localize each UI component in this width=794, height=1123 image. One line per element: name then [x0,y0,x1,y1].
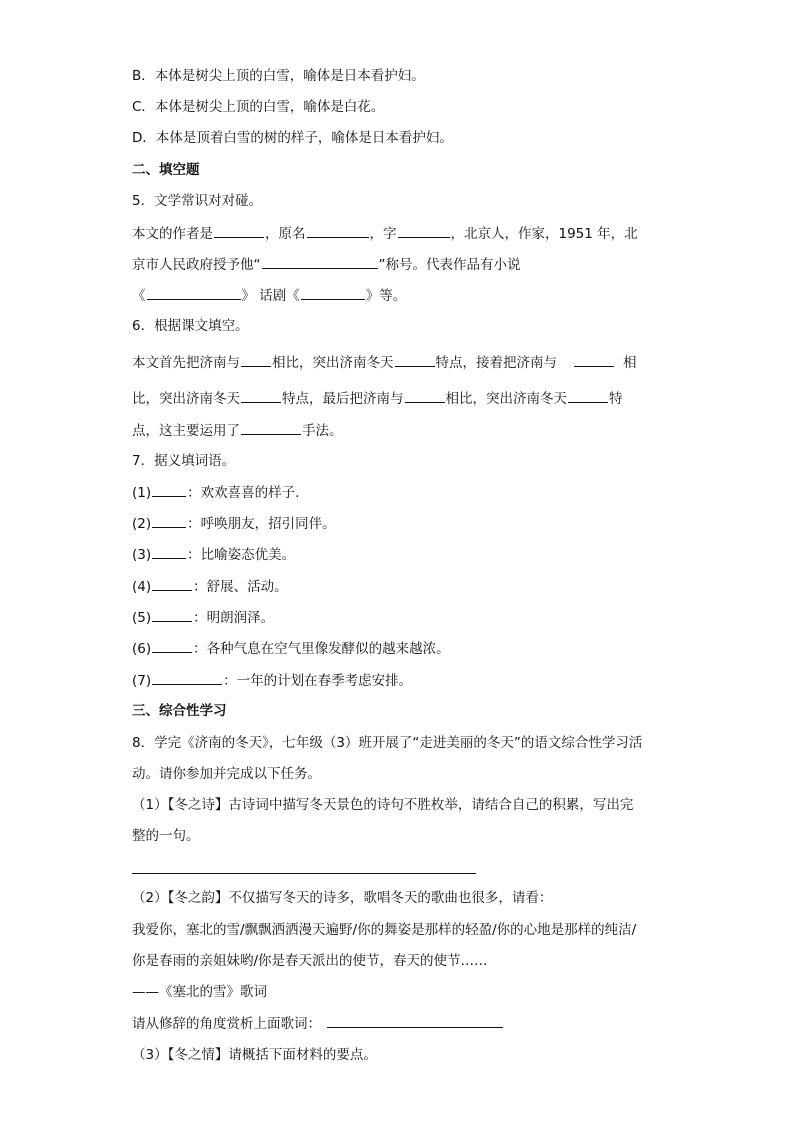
q7-item: (3) ：比喻姿态优美。 [132,544,295,565]
q5-line-3: 《 》 话剧《 》等。 [132,285,406,306]
q8-task-3: （3）【冬之情】请概括下面材料的要点。 [132,1047,377,1063]
answer-blank[interactable] [152,513,186,528]
section-2-title: 二、填空题 [132,162,200,178]
q6-line-1: 本文首先把济南与 相比，突出济南冬天 特点，接着把济南与 相 [132,352,637,373]
answer-blank[interactable] [214,223,264,238]
answer-blank[interactable] [405,388,445,403]
option-b: B．本体是树尖上顶的白雪，喻体是日本看护妇。 [132,68,425,84]
q8-task-1b: 整的一句。 [132,828,200,844]
answer-blank[interactable] [152,607,192,622]
q7-item: (5) ：明朗润泽。 [132,607,274,628]
q5-title: 5．文学常识对对碰。 [132,193,263,209]
q7-item: (1) ：欢欢喜喜的样子. [132,482,299,503]
answer-blank[interactable] [568,388,608,403]
answer-blank[interactable] [307,223,369,238]
q7-item: (2) ：呼唤朋友，招引同伴。 [132,513,336,534]
answer-blank[interactable] [241,388,281,403]
answer-blank[interactable] [262,254,378,269]
section-3-title: 三、综合性学习 [132,703,227,719]
q8-stem-1: 8．学完《济南的冬天》，七年级（3）班开展了“走进美丽的冬天”的语文综合性学习活 [132,735,643,751]
q7-item: (4) ：舒展、活动。 [132,576,288,597]
q6-line-2: 比，突出济南冬天 特点，最后把济南与 相比，突出济南冬天 特 [132,388,623,409]
q7-item: (7) ：一年的计划在春季考虑安排。 [132,670,412,691]
option-d: D．本体是顶着白雪的树的样子，喻体是日本看护妇。 [132,130,453,146]
lyric-line-2: 你是春雨的亲姐妹哟/你是春天派出的使节，春天的使节…… [132,953,488,969]
answer-line[interactable] [132,873,476,874]
answer-blank[interactable] [241,420,301,435]
answer-blank[interactable] [147,285,241,300]
answer-line[interactable] [327,1013,503,1028]
answer-blank[interactable] [301,285,365,300]
lyric-line-1: 我爱你，塞北的雪/飘飘洒洒漫天遍野/你的舞姿是那样的轻盈/你的心地是那样的纯洁/ [132,922,637,938]
q7-title: 7．据义填词语。 [132,453,236,469]
answer-blank[interactable] [152,576,192,591]
q7-item: (6) ：各种气息在空气里像发酵似的越来越浓。 [132,638,450,659]
q8-task-2: （2）【冬之韵】不仅描写冬天的诗多，歌唱冬天的歌曲也很多，请看： [132,890,553,906]
answer-blank[interactable] [152,638,192,653]
option-c: C．本体是树尖上顶的白雪，喻体是白花。 [132,99,385,115]
answer-blank[interactable] [574,352,614,367]
q8-task-1a: （1）【冬之诗】古诗词中描写冬天景色的诗句不胜枚举，请结合自己的积累，写出完 [132,797,634,813]
answer-blank[interactable] [152,670,222,685]
q6-line-3: 点，这主要运用了 手法。 [132,420,343,441]
answer-blank[interactable] [152,544,186,559]
answer-blank[interactable] [398,223,450,238]
q8-appreciation-prompt: 请从修辞的角度赏析上面歌词： [132,1013,503,1034]
answer-blank[interactable] [395,352,435,367]
answer-blank[interactable] [152,482,186,497]
q8-stem-2: 动。请你参加并完成以下任务。 [132,766,321,782]
answer-blank[interactable] [241,352,271,367]
q5-line-2: 京市人民政府授予他“ ”称号。代表作品有小说 [132,254,521,275]
q6-title: 6．根据课文填空。 [132,318,249,334]
lyric-source: ——《塞北的雪》歌词 [132,984,267,1000]
q5-line-1: 本文的作者是 ，原名 ，字 ，北京人，作家，1951 年，北 [132,223,638,244]
